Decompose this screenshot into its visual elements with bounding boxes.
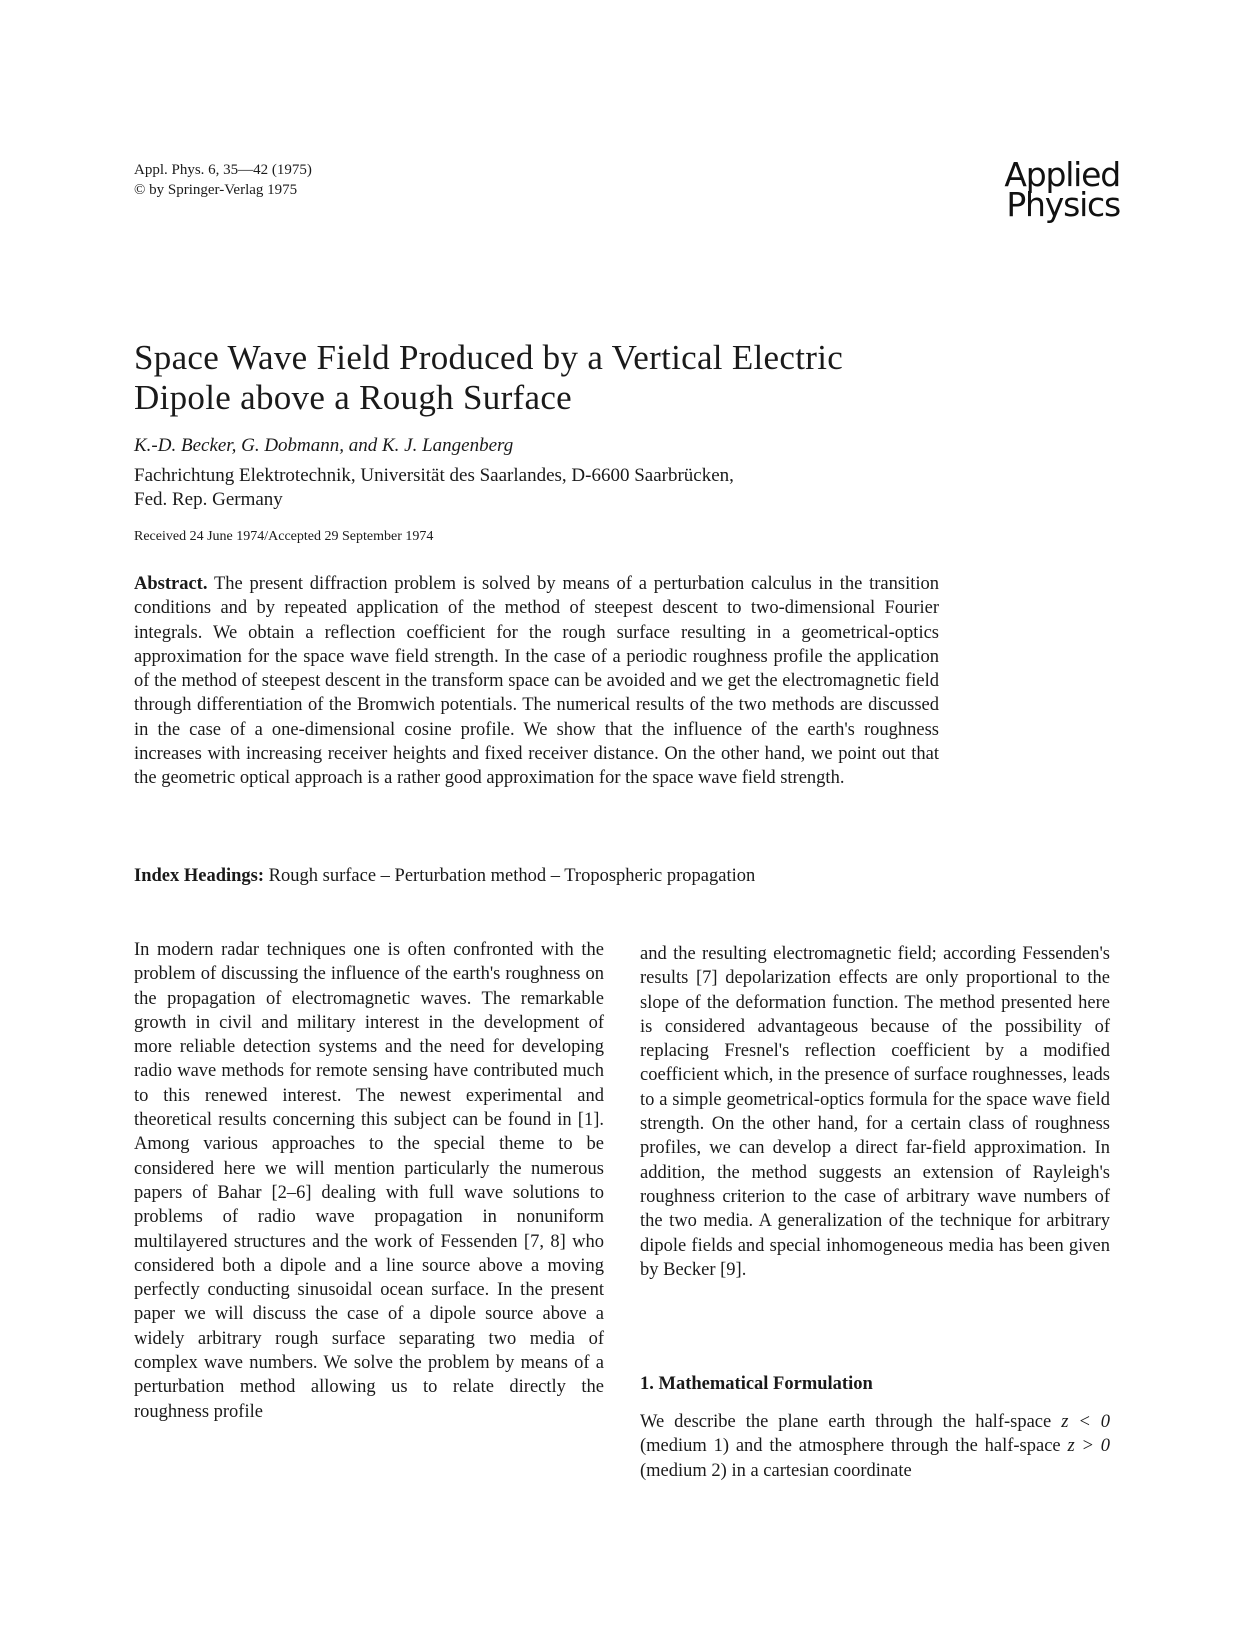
abstract-text: The present diffraction problem is solved by means of a perturbation calculus in the transition conditions and by repeated application of the method of steepest descent to two-dimensional Fourier integrals. We obtain a reflection coefficient for the rough surface resulting in a geometrical-optics approximation for the space wave field strength. In the case of a periodic roughness profile the application of the method of steepest descent in the transform space can be avoided and we get the electromagnetic field through differentiation of the Bromwich potentials. The numerical results of the two methods are discussed in the case of a one-dimensional cosine profile. We show that the influence of the earth's roughness increases with increasing receiver heights and fixed receiver distance. On the other hand, we point out that the geometric optical approach is a rather good approximation for the space wave field strength. (134, 574, 940, 789)
article-title-line-1: Space Wave Field Produced by a Vertical Electric (134, 338, 844, 377)
article-title-line-2: Dipole above a Rough Surface (134, 378, 572, 417)
section-text-b: (medium 1) and the atmosphere through the half-space (640, 1436, 1061, 1457)
affiliation-line-2: Fed. Rep. Germany (134, 489, 283, 510)
index-headings-label: Index Headings: (134, 866, 265, 886)
math-z-greater-than-zero: z > 0 (1067, 1436, 1110, 1457)
math-z-less-than-zero: z < 0 (1061, 1412, 1111, 1432)
section-text-a: We describe the plane earth through the half-space (640, 1412, 1052, 1432)
body-left-column: In modern radar techniques one is often confronted with the problem of discussing the influence of the earth's roughness on the propagation of electromagnetic waves. The remarkable growth in civil and military interest in the development of more reliable detection systems and the need for developing radio wave methods for remote sensing have contributed much to this renewed interest. The newest experimental and theoretical results concerning this subject can be found in [1]. Among various approaches to the special theme to be considered here we will mention particularly the numerous papers of Bahar [2–6] dealing with full wave solutions to problems of radio wave propagation in nonuniform multilayered structures and the work of Fessenden [7, 8] who considered both a dipole and a line source above a moving perfectly conducting sinusoidal ocean surface. In the present paper we will discuss the case of a dipole source above a widely arbitrary rough surface separating two media of complex wave numbers. We solve the problem by means of a perturbation method allowing us to relate directly the roughness profile (134, 940, 604, 1422)
index-headings-text: Rough surface – Perturbation method – Tropospheric propagation (268, 866, 756, 886)
abstract-label: Abstract. (134, 574, 208, 594)
body-right-column: and the resulting electromagnetic field; according Fessenden's results [7] depolarization effects are only proportional to the slope of the deformation function. The method presented here is considered advantageous because of the possibility of replacing Fresnel's reflection coefficient by a modified coefficient which, in the presence of surface roughnesses, leads to a simple geometrical-optics formula for the space wave field strength. On the other hand, for a certain class of roughness profiles, we can develop a direct far-field approximation. In addition, the method suggests an extension of Rayleigh's roughness criterion to the case of arbitrary wave numbers of the two media. A generalization of the technique for arbitrary dipole fields and special inhomogeneous media has been given by Becker [9]. (640, 944, 1110, 1280)
authors: K.-D. Becker, G. Dobmann, and K. J. Langenberg (134, 435, 514, 456)
section-paragraph (640, 1410, 1110, 1483)
received-dates: Received 24 June 1974/Accepted 29 September 1974 (134, 529, 434, 544)
index-headings (134, 864, 939, 888)
journal-logo (905, 155, 1120, 224)
affiliation (134, 464, 994, 512)
article-title (134, 338, 934, 418)
citation-line-1: Appl. Phys. 6, 35—42 (1975) (134, 162, 312, 178)
journal-logo-line-1: Applied (1004, 155, 1120, 194)
section-heading: 1. Mathematical Formulation (640, 1374, 873, 1394)
abstract (134, 572, 939, 791)
citation-block (134, 160, 312, 200)
citation-line-2: © by Springer-Verlag 1975 (134, 182, 298, 198)
section-text-c: (medium 2) in a cartesian coordinate (640, 1460, 912, 1481)
journal-logo-line-2: Physics (1006, 185, 1120, 224)
affiliation-line-1: Fachrichtung Elektrotechnik, Universität des Saarlandes, D-6600 Saarbrücken, (134, 465, 734, 486)
